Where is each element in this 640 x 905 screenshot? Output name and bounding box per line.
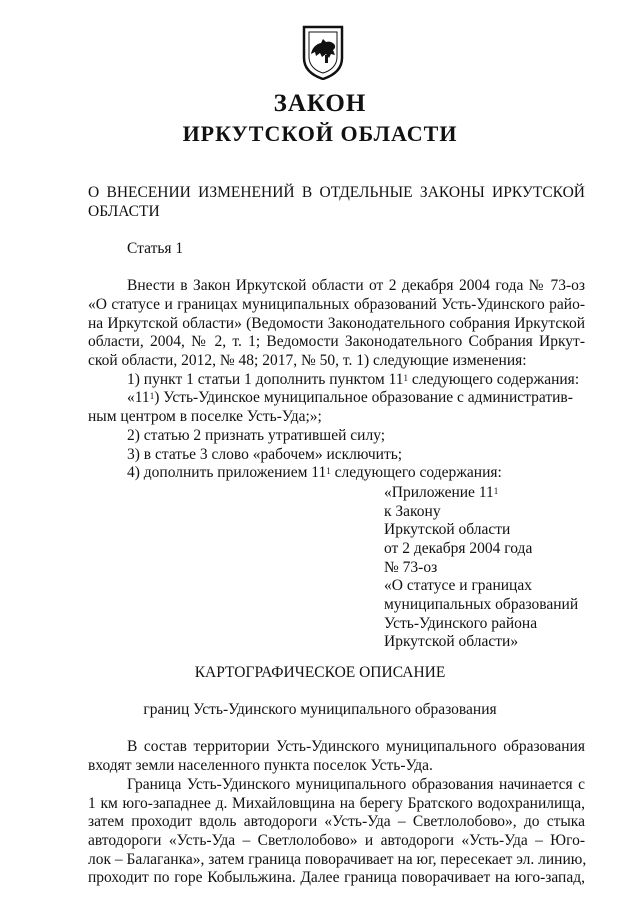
amendment-quote [127, 389, 573, 407]
law-subject-line: О ВНЕСЕНИИ ИЗМЕНЕНИЙ В ОТДЕЛЬНЫЕ ЗАКОНЫ ИРКУТСКОЙ [88, 184, 585, 201]
amendment-item-2: 2) статью 2 признать утратившей силу; [127, 427, 386, 444]
cartographic-title: КАРТОГРАФИЧЕСКОЕ ОПИСАНИЕ [194, 664, 446, 681]
superscript: 1 [149, 391, 155, 401]
superscript: 1 [493, 486, 499, 496]
appendix-line: «О статусе и границах [384, 577, 532, 594]
article-label: Статья 1 [127, 240, 184, 257]
superscript: 1 [326, 466, 331, 476]
paragraph-line: автодороги «Усть-Уда – Светлолобово» и автодороги «Усть-Уда – Юго- [88, 832, 585, 849]
law-subject-line: ОБЛАСТИ [88, 203, 160, 220]
paragraph-line: 1 км юго-западнее д. Михайловщина на берегу Братского водохранилища, [88, 795, 585, 812]
amendment-item-4 [127, 464, 502, 482]
law-region: ИРКУТСКОЙ ОБЛАСТИ [182, 121, 458, 146]
appendix-line: Иркутской области» [384, 633, 519, 650]
paragraph-line: В состав территории Усть-Удинского муниципального образования [127, 738, 585, 755]
appendix-line: № 73-оз [384, 559, 438, 576]
intro-line: области, 2004, № 2, т. 1; Ведомости Законодательного Собрания Иркут- [88, 333, 585, 350]
appendix-heading [384, 484, 498, 502]
amendment-text: следующего содержания: [330, 464, 502, 481]
superscript: 1 [403, 373, 409, 383]
intro-line: «О статусе и границах муниципальных образований Усть-Удинского райо- [88, 296, 585, 313]
appendix-line: Иркутской области [384, 521, 511, 538]
quote-text: «11 [127, 389, 150, 406]
intro-line: Внести в Закон Иркутской области от 2 декабря 2004 года № 73-оз [127, 277, 585, 294]
appendix-line: муниципальных образований [384, 596, 579, 613]
coat-of-arms-icon [302, 24, 344, 80]
amendment-text: следующего содержания: [408, 371, 580, 388]
amendment-text: 4) дополнить приложением 11 [127, 464, 327, 481]
intro-line: на Иркутской области» (Ведомости Законодательного собрания Иркутской [88, 315, 585, 332]
appendix-line: к Закону [384, 503, 441, 520]
amendment-item-3: 3) в статье 3 слово «рабочем» исключить; [127, 446, 403, 463]
law-title: ЗАКОН [273, 90, 367, 117]
appendix-text: «Приложение 11 [384, 484, 494, 501]
quote-text: ) Усть-Удинское муниципальное образование с административ- [154, 389, 573, 406]
paragraph-line: Граница Усть-Удинского муниципального образования начинается с [127, 776, 585, 793]
paragraph-line: затем проходит вдоль автодороги «Усть-Уда – Светлолобово», до стыка [88, 813, 585, 830]
intro-line: ской области, 2012, № 48; 2017, № 50, т. 1) следующие изменения: [88, 352, 527, 369]
paragraph-line: лок – Балаганка», затем граница поворачивает на юг, пересекает эл. линию, [88, 851, 587, 868]
amendment-item-1 [127, 371, 579, 389]
paragraph-line: входят земли населенного пункта поселок Усть-Уда. [88, 757, 433, 774]
amendment-text: 1) пункт 1 статьи 1 дополнить пунктом 11 [127, 371, 404, 388]
cartographic-subtitle: границ Усть-Удинского муниципального образования [143, 701, 497, 718]
paragraph-line: проходит по горе Кобыльжина. Далее граница поворачивает на юго-запад, [88, 869, 585, 886]
appendix-line: от 2 декабря 2004 года [384, 540, 533, 557]
amendment-quote-line: ным центром в поселке Усть-Уда;»; [88, 408, 322, 425]
appendix-line: Усть-Удинского района [384, 615, 538, 632]
